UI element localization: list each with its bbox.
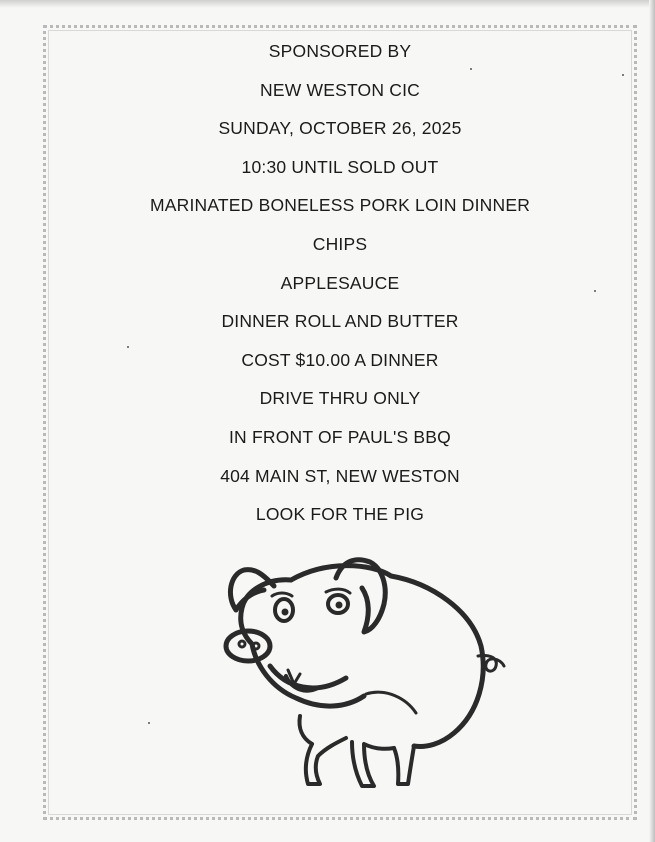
- pig-illustration: [186, 538, 516, 788]
- event-date: SUNDAY, OCTOBER 26, 2025: [218, 118, 462, 139]
- scan-speck: [127, 346, 129, 348]
- sponsor-name: NEW WESTON CIC: [260, 79, 420, 100]
- scan-shadow-top: [0, 0, 655, 8]
- price: COST $10.00 A DINNER: [241, 349, 439, 370]
- event-time: 10:30 UNTIL SOLD OUT: [241, 156, 439, 177]
- scan-speck: [594, 290, 596, 292]
- pickup-method: DRIVE THRU ONLY: [259, 388, 421, 409]
- menu-side-applesauce: APPLESAUCE: [280, 272, 400, 293]
- flyer-border: [43, 25, 637, 820]
- look-for-pig: LOOK FOR THE PIG: [255, 504, 425, 525]
- menu-side-roll: DINNER ROLL AND BUTTER: [221, 311, 459, 332]
- menu-side-chips: CHIPS: [312, 233, 368, 254]
- flyer-text: [46, 28, 634, 534]
- scan-speck: [148, 722, 150, 724]
- sponsor-heading: SPONSORED BY: [268, 41, 412, 61]
- location: IN FRONT OF PAUL'S BBQ: [229, 426, 451, 447]
- address: 404 MAIN ST, NEW WESTON: [220, 465, 460, 486]
- scan-shadow-right: [649, 0, 655, 842]
- menu-main-dish: MARINATED BONELESS PORK LOIN DINNER: [149, 195, 531, 216]
- scan-speck: [622, 74, 624, 76]
- scan-speck: [470, 68, 472, 70]
